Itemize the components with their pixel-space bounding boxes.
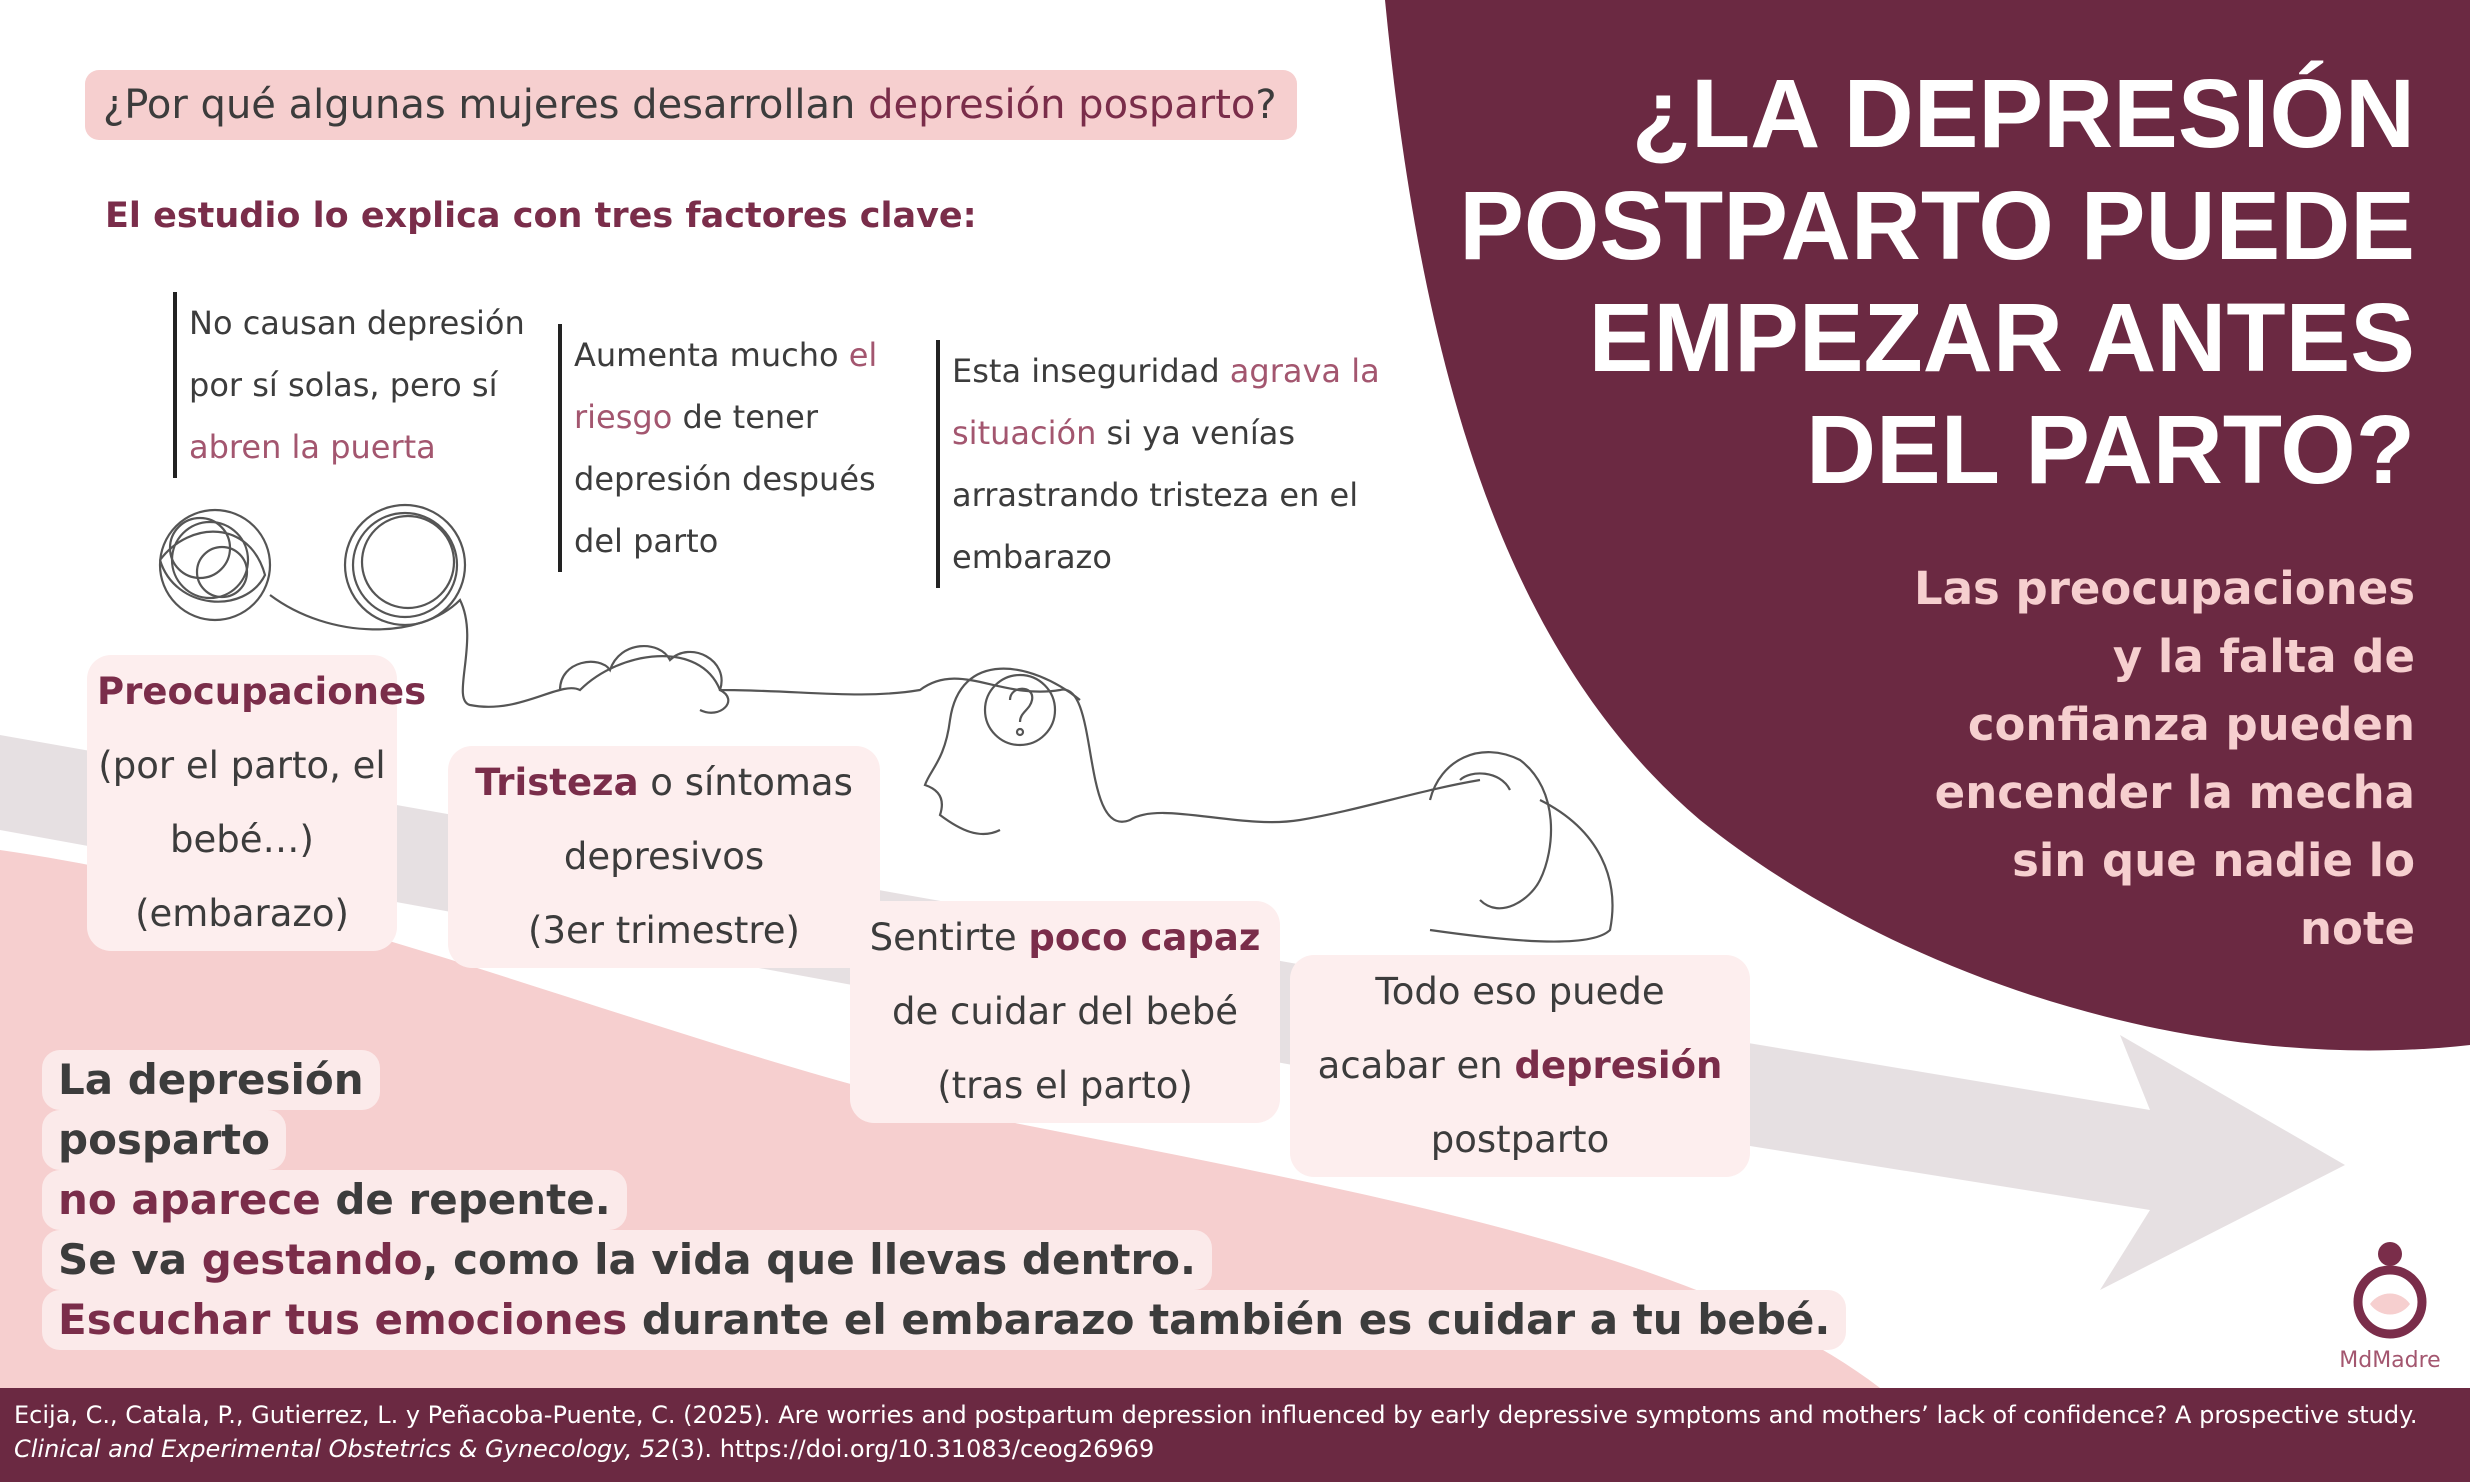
question-part-2: depresión posparto (868, 82, 1256, 128)
message-line-5-b: durante el embarazo también es cuidar a tu bebé. (627, 1295, 1831, 1344)
factor-3 (936, 340, 1402, 588)
stage-4-line-3: postparto (1430, 1118, 1610, 1161)
tangled-thread-icon (160, 510, 270, 620)
factor-1-line-1: No causan depresión (189, 304, 525, 342)
stage-1-line-4: (embarazo) (135, 892, 349, 935)
message-line-4-b: gestando (201, 1235, 423, 1284)
message-line-4-a: Se va (58, 1235, 202, 1284)
factor-3-c: situación (952, 414, 1097, 452)
stage-4-line-1: Todo eso puede (1375, 970, 1665, 1013)
subtitle-line-2: y la falta de (2112, 630, 2415, 683)
stage-4-head: depresión (1514, 1044, 1723, 1087)
title-line-2: POSTPARTO PUEDE (1459, 171, 2415, 280)
stage-4-pre: acabar en (1317, 1044, 1515, 1087)
question-part-3: ? (1255, 82, 1277, 128)
factor-2-b: el (848, 336, 878, 374)
subtitle (1815, 555, 2415, 963)
factors-title: El estudio lo explica con tres factores clave: (105, 196, 977, 236)
logo-text: MdMadre (2339, 1348, 2441, 1373)
stage-2-line-3: (3er trimestre) (528, 909, 800, 952)
mother-logo-icon (2350, 1240, 2430, 1340)
message-line-3-b: de repente. (320, 1175, 611, 1224)
stage-postpartum-depression (1290, 955, 1750, 1177)
subtitle-line-3: confianza pueden (1967, 698, 2415, 751)
subtitle-line-4: encender la mecha (1934, 766, 2415, 819)
stage-3-head: poco capaz (1028, 916, 1261, 959)
factor-3-a: Esta inseguridad (952, 352, 1230, 390)
mdmadre-logo (2335, 1240, 2445, 1380)
factor-3-d: si ya venías (1096, 414, 1296, 452)
factor-2-f: del parto (574, 522, 719, 560)
title-line-3: EMPEZAR ANTES (1588, 283, 2415, 392)
factor-2-e: depresión después (574, 460, 876, 498)
message-line-5-a: Escuchar tus emociones (58, 1295, 628, 1344)
message-line-3-a: no aparece (58, 1175, 321, 1224)
subtitle-line-6: note (2300, 902, 2415, 955)
thinking-head-icon (925, 669, 1080, 834)
message-line-4-c: , como la vida que llevas dentro. (422, 1235, 1196, 1284)
stage-2-tail: o síntomas (638, 761, 853, 804)
main-title (1415, 58, 2415, 506)
message-line-1: La depresión (42, 1050, 380, 1110)
factor-1 (173, 292, 549, 478)
factor-1-line-2: por sí solas, pero sí (189, 366, 498, 404)
title-line-1: ¿LA DEPRESIÓN (1631, 59, 2415, 168)
stage-sadness (448, 746, 880, 968)
thread-circle-icon (345, 505, 465, 625)
factor-3-e: arrastrando tristeza en el (952, 476, 1359, 514)
stage-3-pre: Sentirte (869, 916, 1029, 959)
citation-line-1: Ecija, C., Catala, P., Gutierrez, L. y Peñacoba-Puente, C. (2025). Are worries and postpartum depression influenced by early depressive symptoms and mothers’ lack of confidence? A prospective study. (14, 1401, 2418, 1429)
message-line-4 (42, 1230, 1212, 1290)
message-line-2: posparto (42, 1110, 286, 1170)
citation-journal: Clinical and Experimental Obstetrics & Gynecology, 52 (14, 1435, 671, 1463)
stage-3-line-2: de cuidar del bebé (891, 990, 1238, 1033)
title-line-4: DEL PARTO? (1806, 395, 2415, 504)
stage-1-line-3: bebé…) (170, 818, 314, 861)
factor-3-b: agrava la (1229, 352, 1380, 390)
stage-2-head: Tristeza (475, 761, 639, 804)
citation-footer (0, 1388, 2470, 1482)
citation-issue: (3). https://doi.org/10.31083/ceog26969 (670, 1435, 1155, 1463)
factor-3-f: embarazo (952, 538, 1112, 576)
subtitle-line-1: Las preocupaciones (1914, 562, 2415, 615)
factor-2-d: de tener (672, 398, 818, 436)
factor-1-line-3: abren la puerta (189, 428, 436, 466)
stage-1-line-2: (por el parto, el (98, 744, 386, 787)
message-line-3 (42, 1170, 627, 1230)
subtitle-line-5: sin que nadie lo (2012, 834, 2415, 887)
stage-2-line-2: depresivos (563, 835, 765, 878)
cloud-icon (560, 646, 728, 713)
pregnant-woman-icon (1430, 752, 1612, 941)
factor-2-c: riesgo (574, 398, 673, 436)
stage-worries (87, 655, 427, 951)
stage-1-head: Preocupaciones (97, 670, 427, 713)
stage-low-confidence (850, 901, 1280, 1123)
question-part-1: ¿Por qué algunas mujeres desarrollan (103, 82, 869, 128)
factor-2-a: Aumenta mucho (574, 336, 849, 374)
stage-3-line-3: (tras el parto) (937, 1064, 1193, 1107)
factor-2 (558, 324, 919, 572)
message-line-5 (42, 1290, 1846, 1350)
question-banner (85, 70, 1297, 140)
